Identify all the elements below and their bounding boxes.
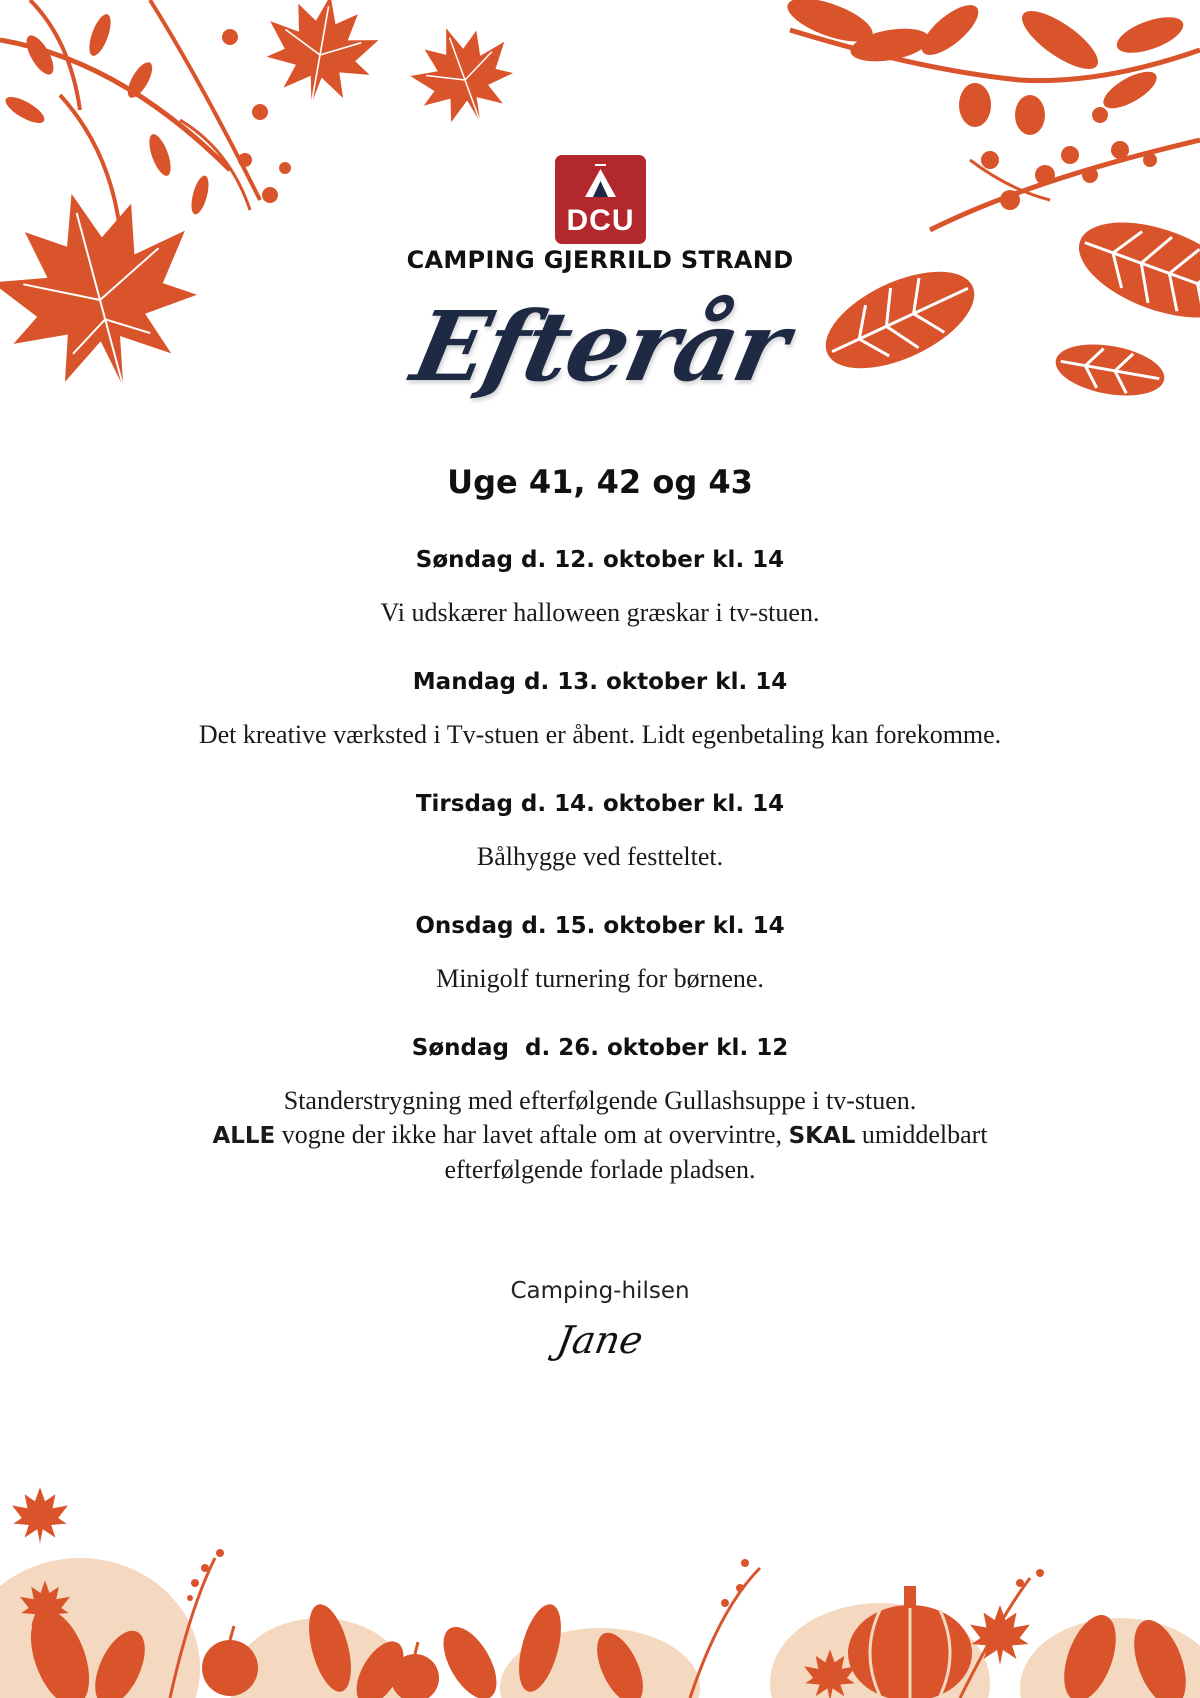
event-note-line <box>100 1118 1100 1153</box>
maple-leaf-icon <box>255 0 384 124</box>
note-text: vogne der ikke har lavet aftale om at overvintre, <box>275 1120 789 1149</box>
pumpkin-icon <box>848 1586 972 1698</box>
event-description: Vi udskærer halloween græskar i tv-stuen. <box>380 598 820 627</box>
event-description: Minigolf turnering for børnene. <box>436 964 764 993</box>
greeting: Camping-hilsen <box>510 1278 690 1304</box>
maple-leaf-icon <box>0 168 225 430</box>
emphasis-skal: SKAL <box>788 1123 856 1149</box>
event-date: Mandag d. 13. oktober kl. 14 <box>412 669 788 695</box>
signature: Jane <box>553 1318 647 1362</box>
event-description-line: Standerstrygning med efterfølgende Gullashsuppe i tv-stuen. <box>283 1086 917 1115</box>
event-description: Bålhygge ved festteltet. <box>476 842 724 871</box>
event-note-line: efterfølgende forlade pladsen. <box>444 1155 756 1184</box>
tent-logo-icon <box>555 155 646 207</box>
event-date: Tirsdag d. 14. oktober kl. 14 <box>415 791 785 817</box>
page-title: Efterår <box>403 290 797 403</box>
event-date: Søndag d. 26. oktober kl. 12 <box>411 1035 789 1061</box>
event-description: Det kreative værksted i Tv-stuen er åbent. Lidt egenbetaling kan forekomme. <box>198 720 1002 749</box>
dcu-logo <box>555 155 646 244</box>
event-description <box>100 1084 1100 1187</box>
note-text: umiddelbart <box>855 1120 988 1149</box>
maple-leaf-icon <box>399 11 531 149</box>
weeks-heading: Uge 41, 42 og 43 <box>447 463 753 501</box>
apple-icon <box>202 1626 258 1696</box>
site-name: CAMPING GJERRILD STRAND <box>406 246 794 274</box>
emphasis-all: ALLE <box>212 1123 276 1149</box>
event-date: Søndag d. 12. oktober kl. 14 <box>415 547 785 573</box>
logo-text: DCU <box>566 204 635 237</box>
maple-leaf-icon <box>12 1487 68 1543</box>
autumn-harvest-decoration-bottom <box>0 1458 1200 1698</box>
event-date: Onsdag d. 15. oktober kl. 14 <box>415 913 785 939</box>
